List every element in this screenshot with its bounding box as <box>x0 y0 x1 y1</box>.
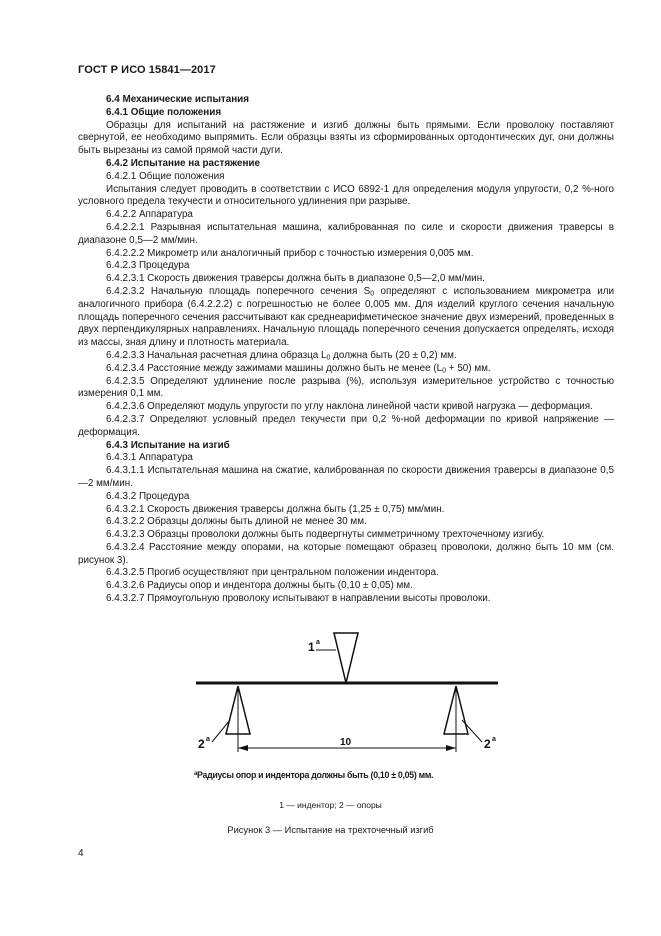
paragraph-6-4-2-3-3-rest: должна быть (20 ± 0,2) мм. <box>330 349 457 361</box>
section-heading-6-4-2-2: 6.4.2.2 Аппаратура <box>106 209 193 221</box>
indenter-label-note-mark: a <box>316 639 320 646</box>
indenter-label: 1 <box>308 640 315 654</box>
paragraph-6-4-2-3-2-start: 6.4.2.3.2 Начальную площадь поперечного сечения S <box>106 285 371 297</box>
support-right-label-note-mark: a <box>492 736 496 743</box>
section-heading-6-4: 6.4 Механические испытания <box>106 94 249 105</box>
subscript-zero: 0 <box>326 354 331 362</box>
span-dimension-label: 10 <box>340 737 352 748</box>
section-heading-6-4-2-3: 6.4.2.3 Процедура <box>106 260 190 272</box>
footnote-mark: a <box>194 771 198 777</box>
paragraph-6-4-2-3-4-rest: + 50) мм. <box>446 362 491 374</box>
page-number: 4 <box>78 848 84 859</box>
section-heading-6-4-2-1: 6.4.2.1 Общие положения <box>106 170 225 182</box>
section-heading-6-4-1: 6.4.1 Общие положения <box>106 106 222 118</box>
paragraph-6-4-3-2-4: 6.4.3.2.4 Расстояние между опорами, на которые помещают образец проволоки, должно быть 10 мм (см. рисунок 3). <box>78 541 614 566</box>
paragraph-6-4-2-2-1: 6.4.2.2.1 Разрывная испытательная машина, калиброванная по силе и скорости движения траверсы в диапазоне 0,5—2 мм/мин. <box>78 221 614 246</box>
paragraph-6-4-3-2-1: 6.4.3.2.1 Скорость движения траверсы должна быть (1,25 ± 0,75) мм/мин. <box>106 503 445 515</box>
figure-legend: 1 — индентор; 2 — опоры <box>279 800 382 810</box>
indenter-shape <box>334 633 358 683</box>
paragraph-6-4-3-2-3: 6.4.3.2.3 Образцы проволоки должны быть подвергнуты симметричному трехточечному изгибу. <box>106 529 545 541</box>
subscript-zero: 0 <box>370 290 375 298</box>
support-right-label: 2 <box>484 737 491 751</box>
paragraph-6-4-2-3-7: 6.4.2.3.7 Определяют условный предел текучести при 0,2 %-ной деформации по кривой напряжение — деформация. <box>78 413 614 438</box>
figure-footnote <box>194 770 433 780</box>
document-header: ГОСТ Р ИСО 15841—2017 <box>78 64 216 76</box>
figure-caption: Рисунок 3 — Испытание на трехточечный изгиб <box>227 825 434 835</box>
section-heading-6-4-2: 6.4.2 Испытание на растяжение <box>106 157 260 169</box>
paragraph-6-4-2-3-2-rest: определяют с использованием микрометра или аналогичного прибора (6.4.2.2.2) с погрешностью не более 0,005 мм. Для изделий круглого сечения начальную площадь поперечного сечения рассчитывают как среднеарифметическое значение двух измерений, проведенных в двух перпендикулярных направлениях. Начальную площадь поперечного сечения допускается определять, исходя из массы, зная длину и плотность материала. <box>78 285 614 349</box>
support-left-label-note-mark: a <box>206 736 210 743</box>
subscript-zero: 0 <box>442 367 447 375</box>
dimension-arrow-right <box>446 745 456 751</box>
paragraph-6-4-1: Образцы для испытаний на растяжение и изгиб должны быть прямыми. Если проволоку поставляют свернутой, ее необходимо выпрямить. Если образцы взяты из сформированных ортодонтических дуг, они должны быть вырезаны из самой прямой части дуги. <box>78 119 614 157</box>
section-heading-6-4-3-2: 6.4.3.2 Процедура <box>106 490 190 502</box>
paragraph-6-4-2-1: Испытания следует проводить в соответствии с ИСО 6892-1 для определения модуля упругости, 0,2 %-ного условного предела текучести и относительного удлинения при разрыве. <box>78 183 614 208</box>
paragraph-6-4-3-1-1: 6.4.3.1.1 Испытательная машина на сжатие, калиброванная по скорости движения траверсы в диапазоне 0,5—2 мм/мин. <box>78 465 614 489</box>
footnote-text: Радиусы опор и индентора должны быть (0,10 ± 0,05) мм. <box>197 770 434 780</box>
paragraph-6-4-3-2-2: 6.4.3.2.2 Образцы должны быть длиной не менее 30 мм. <box>106 516 367 528</box>
paragraph-6-4-3-2-6: 6.4.3.2.6 Радиусы опор и индентора должны быть (0,10 ± 0,05) мм. <box>106 580 413 592</box>
paragraph-6-4-3-2-5: 6.4.3.2.5 Прогиб осуществляют при центральном положении индентора. <box>106 567 439 579</box>
paragraph-6-4-2-3-1: 6.4.2.3.1 Скорость движения траверсы должна быть в диапазоне 0,5—2,0 мм/мин. <box>106 273 485 285</box>
paragraph-6-4-2-3-5: 6.4.2.3.5 Определяют удлинение после разрыва (%), используя измерительное устройство с точностью измерения 0,1 мм. <box>78 375 614 400</box>
paragraph-6-4-3-2-7: 6.4.3.2.7 Прямоугольную проволоку испытывают в направлении высоты проволоки. <box>106 593 491 605</box>
paragraph-6-4-2-3-3-start: 6.4.2.3.3 Начальная расчетная длина образца L <box>106 349 327 361</box>
section-heading-6-4-3-1: 6.4.3.1 Аппаратура <box>106 452 193 464</box>
paragraph-6-4-2-3-6: 6.4.2.3.6 Определяют модуль упругости по углу наклона линейной части кривой нагрузка — деформация. <box>106 401 593 413</box>
paragraph-6-4-2-3-4-start: 6.4.2.3.4 Расстояние между зажимами машины должно быть не менее (L <box>106 362 443 374</box>
support-left-label: 2 <box>198 737 205 751</box>
paragraph-6-4-2-2-2: 6.4.2.2.2 Микрометр или аналогичный прибор с точностью измерения 0,005 мм. <box>106 247 474 259</box>
dimension-arrow-left <box>238 745 248 751</box>
section-heading-6-4-3: 6.4.3 Испытание на изгиб <box>106 439 230 451</box>
